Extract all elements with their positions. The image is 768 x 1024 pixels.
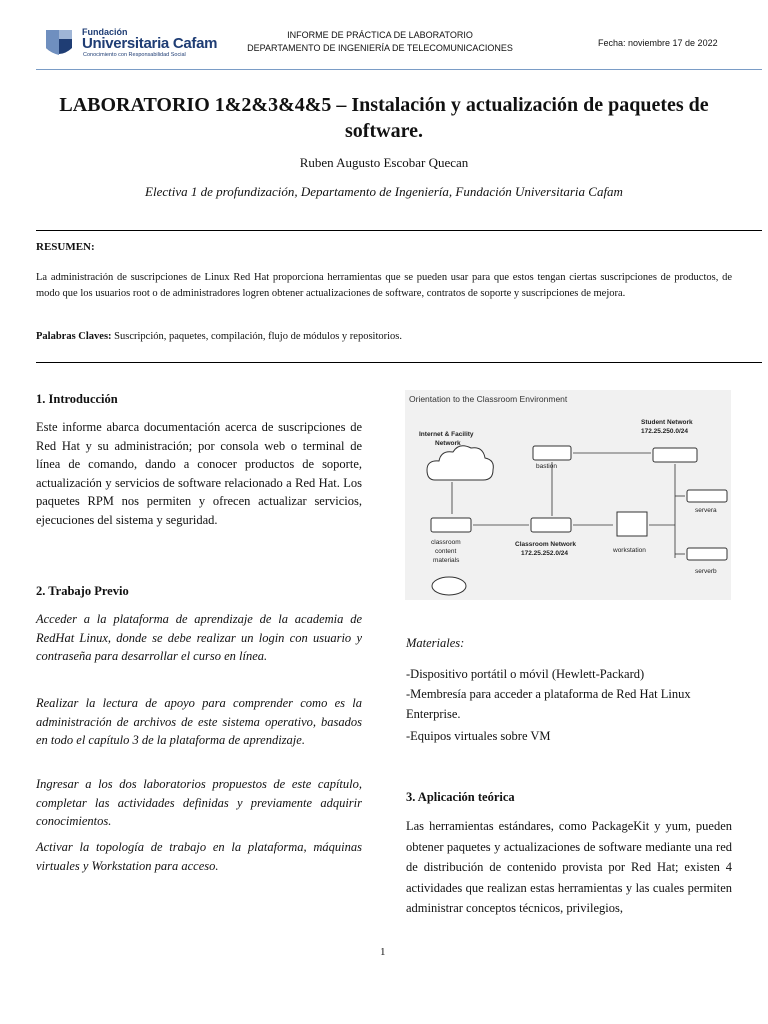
header-divider [36, 69, 762, 70]
servera-label: servera [695, 507, 717, 514]
keywords [36, 331, 732, 342]
header-report-type: INFORME DE PRÁCTICA DE LABORATORIO [287, 30, 473, 40]
content-label: classroom [431, 539, 461, 546]
network-diagram [405, 390, 731, 600]
materiales-item: -Equipos virtuales sobre VM [406, 729, 551, 743]
previo-heading: 2. Trabajo Previo [36, 584, 129, 598]
materiales-heading: Materiales: [406, 636, 465, 650]
content-label: materials [433, 557, 460, 564]
servera-icon [687, 490, 727, 502]
classroom-server-icon [431, 518, 471, 532]
resumen-heading: RESUMEN: [36, 241, 95, 253]
header-date: Fecha: noviembre 17 de 2022 [598, 38, 718, 48]
logo-text-tagline: Conocimiento con Responsabilidad Social [83, 52, 186, 58]
logo-text-fundacion: Fundación [82, 27, 128, 37]
intro-text: Este informe abarca documentación acerca de suscripciones de Red Hat y su administración; por consola web o terminal de línea de comando, dando a conocer productos de soporte, actualización y servicios de software relacionado a Red Hat. Los paquetes RPM nos permiten y ofrecen actualizar servicios, ejecuciones del sistema y seguridad. [36, 420, 362, 527]
affiliation: Electiva 1 de profundización, Departamento de Ingeniería, Fundación Universitaria Cafam [145, 184, 623, 199]
document-title: LABORATORIO 1&2&3&4&5 – Instalación y actualización de paquetes de software. [59, 94, 709, 142]
section-divider [36, 230, 762, 231]
workstation-icon [617, 512, 647, 536]
aplicacion-heading: 3. Aplicación teórica [406, 790, 515, 804]
student-network-label: Student Network [641, 419, 693, 426]
logo-icon [42, 26, 76, 60]
keywords-text: Suscripción, paquetes, compilación, flujo de módulos y repositorios. [111, 331, 402, 342]
student-switch-icon [653, 448, 697, 462]
materiales-item: -Dispositivo portátil o móvil (Hewlett-Packard) [406, 667, 645, 681]
internet-label: Internet & Facility [419, 431, 474, 438]
content-label: content [435, 548, 457, 555]
bastion-server-icon [533, 446, 571, 460]
author: Ruben Augusto Escobar Quecan [299, 155, 469, 170]
network-diagram-figure [405, 390, 731, 600]
header-department: DEPARTAMENTO DE INGENIERÍA DE TELECOMUNICACIONES [247, 43, 513, 53]
page-number: 1 [380, 946, 386, 958]
keywords-label: Palabras Claves: [36, 331, 112, 342]
figure-title: Orientation to the Classroom Environment [409, 394, 568, 404]
cloud-icon [427, 446, 493, 480]
serverb-label: serverb [695, 568, 717, 575]
intro-heading: 1. Introducción [36, 392, 118, 406]
resumen-text: La administración de suscripciones de Linux Red Hat proporciona herramientas que se pueden usar para que estos tengan ciertas suscripciones de productos, de modo que los usuarios root o de administradores logren obtener actualizaciones de software, contratos de soporte y suscripciones de mejora. [36, 272, 732, 299]
internet-label: Network [435, 440, 461, 447]
student-network-label: 172.25.250.0/24 [641, 428, 688, 435]
workstation-label: workstation [613, 547, 646, 554]
classroom-network-label: Classroom Network [515, 541, 577, 548]
bastion-label: bastion [536, 463, 557, 470]
classroom-switch-icon [531, 518, 571, 532]
serverb-icon [687, 548, 727, 560]
materiales-item: -Membresía para acceder a plataforma de Red Hat Linux Enterprise. [406, 687, 691, 721]
previo-paragraph-1: Acceder a la plataforma de aprendizaje de la academia de RedHat Linux, donde se debe realizar un login con usuario y contraseña para desarrollar el curso en línea. [36, 612, 362, 663]
disk-icon [432, 577, 466, 595]
classroom-network-label: 172.25.252.0/24 [521, 550, 568, 557]
aplicacion-text: Las herramientas estándares, como PackageKit y yum, pueden obtener paquetes y actualizaciones de software mediante una red de distribución de contenido provista por Red Hat; existen 4 actividades que realizan estas herramientas y las cuales permiten administrar conceptos técnicos, privilegios, [406, 819, 732, 915]
previo-paragraph-3: Ingresar a los dos laboratorios propuestos de este capítulo, completar las actividades definidas y previamente adquirir conocimientos. [36, 777, 362, 828]
section-divider [36, 362, 762, 363]
previo-paragraph-2: Realizar la lectura de apoyo para comprender como es la administración de archivos de este sistema operativo, basados en todo el capítulo 3 de la plataforma de aprendizaje. [36, 696, 362, 747]
previo-paragraph-4: Activar la topología de trabajo en la plataforma, máquinas virtuales y Workstation para acceso. [36, 840, 362, 873]
logo-text-name: Universitaria Cafam [82, 35, 218, 52]
